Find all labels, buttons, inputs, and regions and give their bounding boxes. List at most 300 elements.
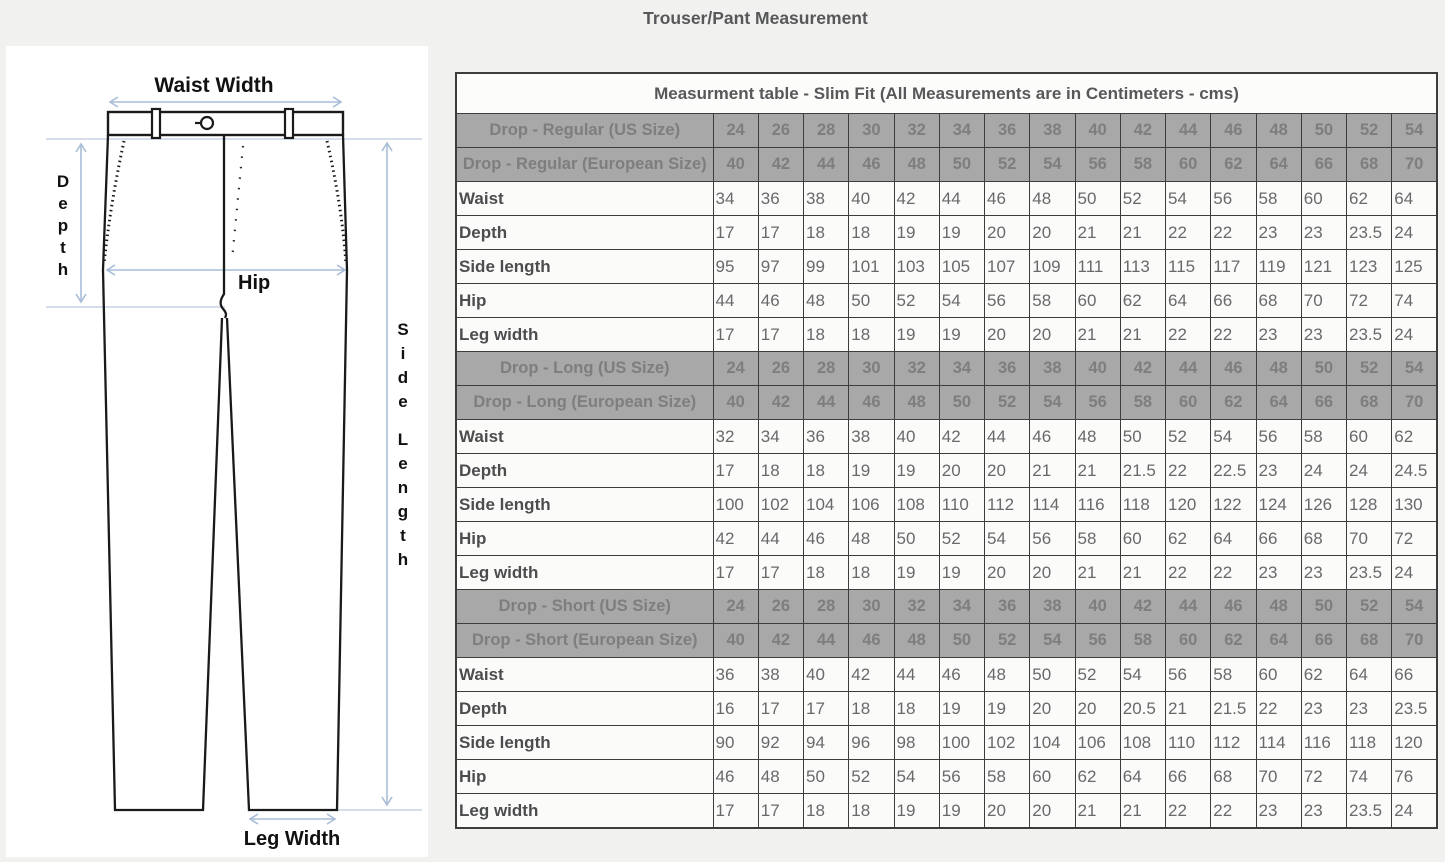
value-cell: 23.5 <box>1347 318 1392 352</box>
value-cell: 52 <box>849 760 894 794</box>
value-cell: 20 <box>1030 794 1075 829</box>
measure-row <box>456 794 1437 829</box>
value-cell: 115 <box>1166 250 1211 284</box>
value-cell: 58 <box>1211 658 1256 692</box>
value-cell: 70 <box>1301 284 1346 318</box>
value-cell: 52 <box>939 522 984 556</box>
value-cell: 58 <box>1075 522 1120 556</box>
size-cell: 70 <box>1392 624 1437 658</box>
size-cell: 38 <box>1030 352 1075 386</box>
value-cell: 24 <box>1301 454 1346 488</box>
value-cell: 126 <box>1301 488 1346 522</box>
value-cell: 20 <box>1030 216 1075 250</box>
value-cell: 16 <box>713 692 758 726</box>
row-label: Waist <box>456 182 713 216</box>
value-cell: 18 <box>804 216 849 250</box>
value-cell: 23 <box>1256 216 1301 250</box>
value-cell: 120 <box>1392 726 1437 760</box>
size-cell: 62 <box>1211 624 1256 658</box>
leg-width-label: Leg Width <box>243 828 341 850</box>
value-cell: 17 <box>713 216 758 250</box>
size-cell: 70 <box>1392 148 1437 182</box>
size-cell: 40 <box>1075 114 1120 148</box>
drop-us-row-long <box>456 352 1437 386</box>
size-cell: 40 <box>713 386 758 420</box>
trouser-diagram-panel <box>6 46 428 857</box>
value-cell: 64 <box>1120 760 1165 794</box>
value-cell: 70 <box>1256 760 1301 794</box>
value-cell: 116 <box>1075 488 1120 522</box>
value-cell: 23.5 <box>1347 794 1392 829</box>
size-cell: 34 <box>939 114 984 148</box>
size-cell: 36 <box>985 114 1030 148</box>
value-cell: 38 <box>849 420 894 454</box>
size-cell: 66 <box>1301 624 1346 658</box>
drop-eu-row-short <box>456 624 1437 658</box>
value-cell: 50 <box>1120 420 1165 454</box>
measure-row <box>456 182 1437 216</box>
value-cell: 100 <box>939 726 984 760</box>
size-cell: 58 <box>1120 148 1165 182</box>
value-cell: 19 <box>894 318 939 352</box>
belt-loop-left <box>152 109 160 138</box>
value-cell: 106 <box>1075 726 1120 760</box>
table-body <box>456 114 1437 829</box>
measure-row <box>456 658 1437 692</box>
value-cell: 18 <box>849 692 894 726</box>
measure-row <box>456 454 1437 488</box>
value-cell: 19 <box>939 794 984 829</box>
size-cell: 54 <box>1030 148 1075 182</box>
value-cell: 21 <box>1075 318 1120 352</box>
size-cell: 48 <box>894 624 939 658</box>
value-cell: 18 <box>804 318 849 352</box>
row-label: Side length <box>456 726 713 760</box>
value-cell: 62 <box>1347 182 1392 216</box>
value-cell: 17 <box>713 794 758 829</box>
size-cell: 68 <box>1347 624 1392 658</box>
size-cell: 44 <box>804 386 849 420</box>
size-cell: 24 <box>713 114 758 148</box>
value-cell: 52 <box>894 284 939 318</box>
value-cell: 36 <box>758 182 803 216</box>
row-label: Leg width <box>456 794 713 829</box>
value-cell: 62 <box>1301 658 1346 692</box>
value-cell: 23.5 <box>1347 216 1392 250</box>
size-cell: 46 <box>849 624 894 658</box>
value-cell: 50 <box>804 760 849 794</box>
belt-loop-right <box>285 109 293 138</box>
value-cell: 56 <box>939 760 984 794</box>
value-cell: 60 <box>1075 284 1120 318</box>
measure-row <box>456 488 1437 522</box>
value-cell: 54 <box>1211 420 1256 454</box>
size-cell: 44 <box>1166 352 1211 386</box>
value-cell: 66 <box>1256 522 1301 556</box>
value-cell: 22 <box>1166 216 1211 250</box>
value-cell: 122 <box>1211 488 1256 522</box>
size-cell: 46 <box>849 386 894 420</box>
row-label: Depth <box>456 216 713 250</box>
left-leg-outline <box>103 135 222 810</box>
value-cell: 23.5 <box>1392 692 1437 726</box>
size-cell: 68 <box>1347 148 1392 182</box>
value-cell: 68 <box>1256 284 1301 318</box>
value-cell: 17 <box>758 692 803 726</box>
value-cell: 102 <box>985 726 1030 760</box>
size-cell: 60 <box>1166 148 1211 182</box>
measure-row <box>456 250 1437 284</box>
value-cell: 21 <box>1120 556 1165 590</box>
value-cell: 56 <box>985 284 1030 318</box>
size-cell: 68 <box>1347 386 1392 420</box>
size-cell: 50 <box>1301 352 1346 386</box>
value-cell: 46 <box>939 658 984 692</box>
value-cell: 23.5 <box>1347 556 1392 590</box>
value-cell: 101 <box>849 250 894 284</box>
value-cell: 119 <box>1256 250 1301 284</box>
value-cell: 19 <box>939 318 984 352</box>
size-cell: 48 <box>1256 352 1301 386</box>
size-cell: 52 <box>1347 590 1392 624</box>
measure-row <box>456 692 1437 726</box>
value-cell: 23 <box>1301 794 1346 829</box>
drop-eu-label: Drop - Short (European Size) <box>456 624 713 658</box>
size-cell: 50 <box>1301 590 1346 624</box>
drop-us-label: Drop - Short (US Size) <box>456 590 713 624</box>
value-cell: 21.5 <box>1211 692 1256 726</box>
size-cell: 28 <box>804 114 849 148</box>
waistband <box>108 112 343 135</box>
value-cell: 62 <box>1392 420 1437 454</box>
value-cell: 18 <box>849 318 894 352</box>
hip-label: Hip <box>238 272 271 294</box>
value-cell: 96 <box>849 726 894 760</box>
value-cell: 98 <box>894 726 939 760</box>
value-cell: 74 <box>1392 284 1437 318</box>
value-cell: 21 <box>1075 216 1120 250</box>
size-cell: 42 <box>758 624 803 658</box>
size-cell: 26 <box>758 590 803 624</box>
value-cell: 117 <box>1211 250 1256 284</box>
value-cell: 90 <box>713 726 758 760</box>
value-cell: 50 <box>849 284 894 318</box>
size-cell: 46 <box>849 148 894 182</box>
value-cell: 23 <box>1256 454 1301 488</box>
size-cell: 60 <box>1166 386 1211 420</box>
value-cell: 24 <box>1392 794 1437 829</box>
measure-row <box>456 522 1437 556</box>
value-cell: 21.5 <box>1120 454 1165 488</box>
size-cell: 64 <box>1256 624 1301 658</box>
value-cell: 103 <box>894 250 939 284</box>
value-cell: 20 <box>985 556 1030 590</box>
value-cell: 19 <box>939 692 984 726</box>
value-cell: 17 <box>713 318 758 352</box>
value-cell: 112 <box>985 488 1030 522</box>
size-cell: 42 <box>758 148 803 182</box>
value-cell: 24 <box>1347 454 1392 488</box>
row-label: Hip <box>456 284 713 318</box>
value-cell: 21 <box>1120 318 1165 352</box>
size-cell: 28 <box>804 590 849 624</box>
size-cell: 52 <box>1347 352 1392 386</box>
value-cell: 20 <box>985 794 1030 829</box>
value-cell: 110 <box>1166 726 1211 760</box>
value-cell: 21 <box>1120 216 1165 250</box>
value-cell: 46 <box>985 182 1030 216</box>
value-cell: 48 <box>758 760 803 794</box>
row-label: Hip <box>456 760 713 794</box>
value-cell: 64 <box>1166 284 1211 318</box>
value-cell: 23 <box>1256 318 1301 352</box>
value-cell: 97 <box>758 250 803 284</box>
value-cell: 42 <box>939 420 984 454</box>
value-cell: 95 <box>713 250 758 284</box>
value-cell: 44 <box>939 182 984 216</box>
value-cell: 40 <box>804 658 849 692</box>
value-cell: 56 <box>1030 522 1075 556</box>
size-cell: 46 <box>1211 590 1256 624</box>
measure-row <box>456 556 1437 590</box>
size-cell: 62 <box>1211 386 1256 420</box>
value-cell: 19 <box>849 454 894 488</box>
value-cell: 22 <box>1166 794 1211 829</box>
value-cell: 23 <box>1301 692 1346 726</box>
size-cell: 58 <box>1120 624 1165 658</box>
row-label: Side length <box>456 488 713 522</box>
size-cell: 42 <box>1120 590 1165 624</box>
row-label: Side length <box>456 250 713 284</box>
value-cell: 19 <box>894 216 939 250</box>
value-cell: 21 <box>1030 454 1075 488</box>
value-cell: 50 <box>1075 182 1120 216</box>
size-cell: 30 <box>849 590 894 624</box>
value-cell: 56 <box>1256 420 1301 454</box>
value-cell: 20 <box>985 216 1030 250</box>
size-cell: 52 <box>985 386 1030 420</box>
value-cell: 72 <box>1347 284 1392 318</box>
size-cell: 40 <box>1075 590 1120 624</box>
size-cell: 54 <box>1030 624 1075 658</box>
value-cell: 72 <box>1392 522 1437 556</box>
size-cell: 34 <box>939 352 984 386</box>
waist-width-label: Waist Width <box>154 74 274 97</box>
value-cell: 48 <box>849 522 894 556</box>
size-cell: 52 <box>1347 114 1392 148</box>
value-cell: 114 <box>1030 488 1075 522</box>
table-title: Measurment table - Slim Fit (All Measurements are in Centimeters - cms) <box>456 73 1437 114</box>
value-cell: 108 <box>894 488 939 522</box>
value-cell: 44 <box>758 522 803 556</box>
size-cell: 46 <box>1211 352 1256 386</box>
value-cell: 48 <box>1075 420 1120 454</box>
value-cell: 74 <box>1347 760 1392 794</box>
value-cell: 104 <box>804 488 849 522</box>
size-cell: 54 <box>1392 114 1437 148</box>
value-cell: 18 <box>758 454 803 488</box>
value-cell: 36 <box>713 658 758 692</box>
value-cell: 46 <box>713 760 758 794</box>
value-cell: 102 <box>758 488 803 522</box>
value-cell: 22 <box>1211 556 1256 590</box>
value-cell: 23 <box>1256 556 1301 590</box>
right-leg-outline <box>227 135 347 810</box>
value-cell: 106 <box>849 488 894 522</box>
measure-row <box>456 726 1437 760</box>
size-cell: 30 <box>849 352 894 386</box>
size-cell: 40 <box>713 624 758 658</box>
size-cell: 54 <box>1030 386 1075 420</box>
value-cell: 19 <box>939 556 984 590</box>
value-cell: 17 <box>713 454 758 488</box>
value-cell: 128 <box>1347 488 1392 522</box>
value-cell: 18 <box>849 794 894 829</box>
size-cell: 28 <box>804 352 849 386</box>
drop-eu-label: Drop - Long (European Size) <box>456 386 713 420</box>
size-cell: 36 <box>985 352 1030 386</box>
size-cell: 42 <box>758 386 803 420</box>
value-cell: 104 <box>1030 726 1075 760</box>
value-cell: 18 <box>804 556 849 590</box>
drop-us-row-short <box>456 590 1437 624</box>
measure-row <box>456 216 1437 250</box>
value-cell: 22 <box>1166 454 1211 488</box>
value-cell: 62 <box>1166 522 1211 556</box>
value-cell: 19 <box>985 692 1030 726</box>
measurement-table-container <box>455 72 1438 829</box>
value-cell: 52 <box>1166 420 1211 454</box>
value-cell: 23 <box>1347 692 1392 726</box>
value-cell: 60 <box>1256 658 1301 692</box>
size-cell: 44 <box>804 148 849 182</box>
value-cell: 48 <box>804 284 849 318</box>
value-cell: 100 <box>713 488 758 522</box>
size-cell: 64 <box>1256 386 1301 420</box>
depth-label: D e p t h <box>56 172 70 279</box>
value-cell: 34 <box>758 420 803 454</box>
side-length-label: S i d e L e n g t h <box>397 320 409 569</box>
value-cell: 20 <box>1030 556 1075 590</box>
value-cell: 50 <box>894 522 939 556</box>
value-cell: 52 <box>1120 182 1165 216</box>
value-cell: 23 <box>1301 318 1346 352</box>
value-cell: 76 <box>1392 760 1437 794</box>
value-cell: 112 <box>1211 726 1256 760</box>
value-cell: 20 <box>939 454 984 488</box>
value-cell: 130 <box>1392 488 1437 522</box>
size-cell: 42 <box>1120 114 1165 148</box>
value-cell: 58 <box>1030 284 1075 318</box>
value-cell: 62 <box>1075 760 1120 794</box>
value-cell: 66 <box>1166 760 1211 794</box>
value-cell: 123 <box>1347 250 1392 284</box>
value-cell: 17 <box>758 794 803 829</box>
value-cell: 19 <box>894 454 939 488</box>
value-cell: 44 <box>894 658 939 692</box>
value-cell: 42 <box>894 182 939 216</box>
size-cell: 36 <box>985 590 1030 624</box>
value-cell: 24 <box>1392 216 1437 250</box>
value-cell: 19 <box>939 216 984 250</box>
size-cell: 56 <box>1075 148 1120 182</box>
value-cell: 60 <box>1347 420 1392 454</box>
size-cell: 26 <box>758 114 803 148</box>
size-cell: 52 <box>985 624 1030 658</box>
value-cell: 110 <box>939 488 984 522</box>
row-label: Depth <box>456 454 713 488</box>
value-cell: 70 <box>1347 522 1392 556</box>
value-cell: 19 <box>894 794 939 829</box>
value-cell: 124 <box>1256 488 1301 522</box>
size-cell: 48 <box>1256 590 1301 624</box>
value-cell: 120 <box>1166 488 1211 522</box>
value-cell: 60 <box>1120 522 1165 556</box>
row-label: Waist <box>456 658 713 692</box>
value-cell: 58 <box>1256 182 1301 216</box>
value-cell: 17 <box>758 216 803 250</box>
value-cell: 48 <box>985 658 1030 692</box>
size-cell: 66 <box>1301 148 1346 182</box>
size-cell: 24 <box>713 352 758 386</box>
value-cell: 24 <box>1392 556 1437 590</box>
value-cell: 118 <box>1120 488 1165 522</box>
waist-button <box>201 117 213 129</box>
value-cell: 107 <box>985 250 1030 284</box>
value-cell: 22 <box>1166 318 1211 352</box>
value-cell: 56 <box>1211 182 1256 216</box>
value-cell: 20 <box>985 454 1030 488</box>
size-cell: 44 <box>1166 114 1211 148</box>
value-cell: 54 <box>1166 182 1211 216</box>
size-cell: 44 <box>1166 590 1211 624</box>
size-cell: 50 <box>1301 114 1346 148</box>
value-cell: 64 <box>1211 522 1256 556</box>
value-cell: 17 <box>758 556 803 590</box>
size-cell: 46 <box>1211 114 1256 148</box>
value-cell: 38 <box>804 182 849 216</box>
size-cell: 56 <box>1075 386 1120 420</box>
row-label: Depth <box>456 692 713 726</box>
size-cell: 54 <box>1392 590 1437 624</box>
value-cell: 20 <box>1030 692 1075 726</box>
size-cell: 38 <box>1030 590 1075 624</box>
size-cell: 58 <box>1120 386 1165 420</box>
value-cell: 118 <box>1347 726 1392 760</box>
value-cell: 23 <box>1301 216 1346 250</box>
value-cell: 32 <box>713 420 758 454</box>
measure-row <box>456 284 1437 318</box>
value-cell: 44 <box>985 420 1030 454</box>
value-cell: 23 <box>1256 794 1301 829</box>
value-cell: 66 <box>1392 658 1437 692</box>
value-cell: 56 <box>1166 658 1211 692</box>
size-cell: 48 <box>894 148 939 182</box>
value-cell: 46 <box>804 522 849 556</box>
value-cell: 24 <box>1392 318 1437 352</box>
value-cell: 42 <box>849 658 894 692</box>
size-cell: 66 <box>1301 386 1346 420</box>
size-cell: 48 <box>1256 114 1301 148</box>
drop-eu-row-regular <box>456 148 1437 182</box>
value-cell: 22 <box>1166 556 1211 590</box>
size-cell: 40 <box>713 148 758 182</box>
size-cell: 54 <box>1392 352 1437 386</box>
value-cell: 92 <box>758 726 803 760</box>
size-cell: 42 <box>1120 352 1165 386</box>
size-cell: 34 <box>939 590 984 624</box>
crease-dotted-line <box>232 146 243 260</box>
